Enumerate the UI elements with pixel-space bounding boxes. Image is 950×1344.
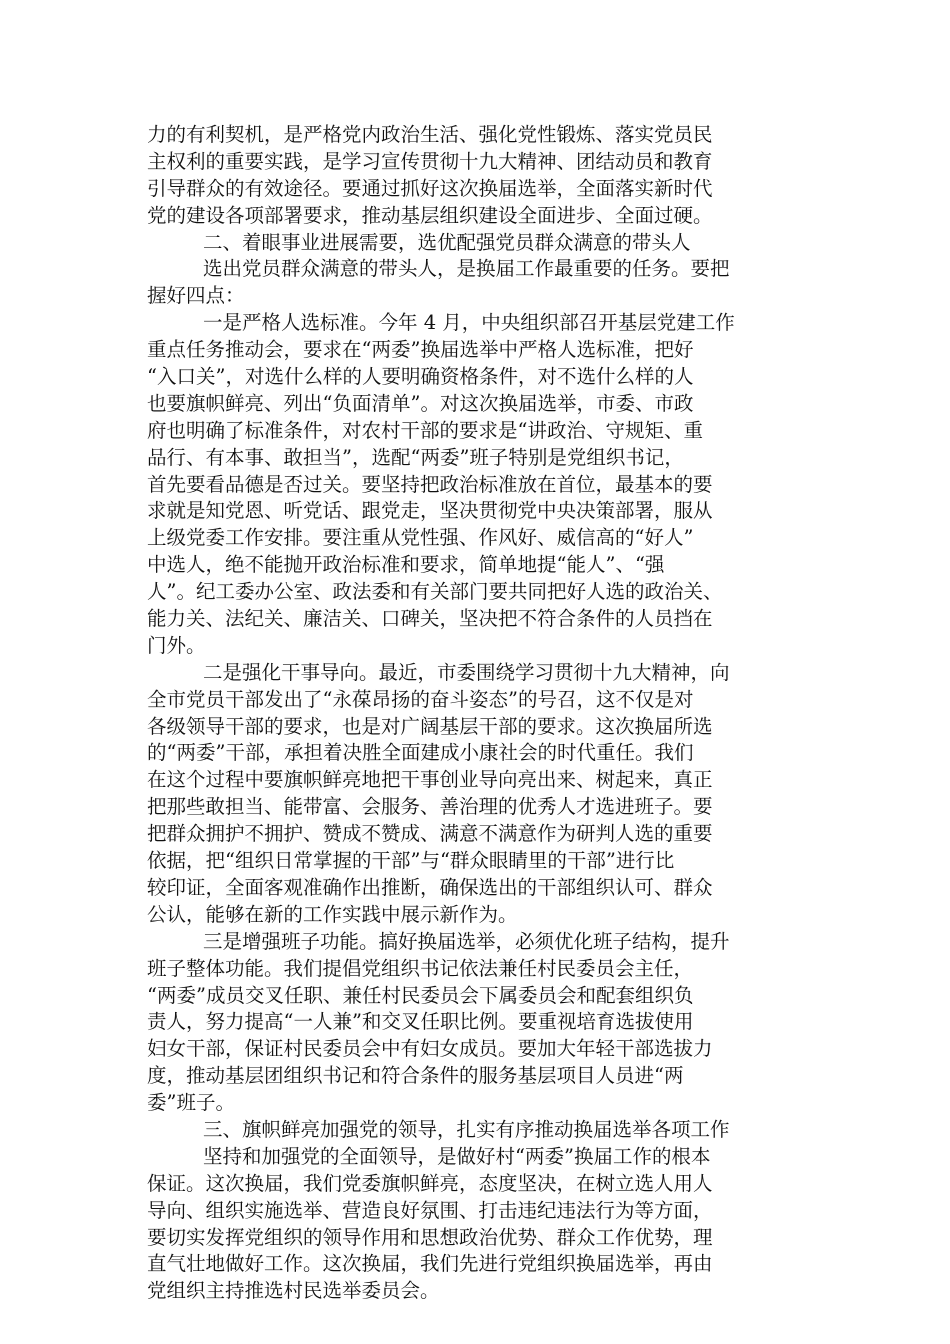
- text-line: 门外。: [147, 633, 206, 657]
- text-line: 党组织主持推选村民选举委员会。: [147, 1279, 440, 1303]
- text-line: “两委”成员交叉任职、兼任村民委员会下属委员会和配套组织负: [147, 983, 694, 1007]
- text-line: 也要旗帜鲜亮、列出“负面清单”。对这次换届选举，市委、市政: [147, 391, 694, 415]
- text-line: 保证。这次换届，我们党委旗帜鲜亮，态度坚决，在树立选人用人: [147, 1171, 713, 1195]
- text-line: 上级党委工作安排。要注重从党性强、作风好、威信高的“好人”: [147, 526, 694, 550]
- text-line: 依据，把“组织日常掌握的干部”与“群众眼睛里的干部”进行比: [147, 849, 675, 873]
- text-line: 三、旗帜鲜亮加强党的领导，扎实有序推动换届选举各项工作: [203, 1117, 730, 1141]
- text-line: 较印证，全面客观准确作出推断，确保选出的干部组织认可、群众: [147, 875, 713, 899]
- text-line: 府也明确了标准条件，对农村干部的要求是“讲政治、守规矩、重: [147, 418, 703, 442]
- text-line: 人”。纪工委办公室、政法委和有关部门要共同把好人选的政治关、: [147, 580, 723, 604]
- text-line: 二是强化干事导向。最近，市委围绕学习贯彻十九大精神，向: [203, 660, 730, 684]
- text-line: 妇女干部，保证村民委员会中有妇女成员。要加大年轻干部选拔力: [147, 1037, 713, 1061]
- text-line: 引导群众的有效途径。要通过抓好这次换届选举，全面落实新时代: [147, 176, 713, 200]
- text-line: 的“两委”干部，承担着决胜全面建成小康社会的时代重任。我们: [147, 741, 694, 765]
- text-line: 二、着眼事业进展需要，选优配强党员群众满意的带头人: [203, 230, 691, 254]
- text-line: 力的有利契机，是严格党内政治生活、强化党性锻炼、落实党员民: [147, 123, 713, 146]
- text-line: 重点任务推动会，要求在“两委”换届选举中严格人选标准，把好: [147, 338, 694, 362]
- text-line: 班子整体功能。我们提倡党组织书记依法兼任村民委员会主任，: [147, 956, 694, 980]
- text-line: 直气壮地做好工作。这次换届，我们先进行党组织换届选举，再由: [147, 1252, 713, 1276]
- text-line: 求就是知党恩、听党话、跟党走，坚决贯彻党中央决策部署，服从: [147, 499, 713, 523]
- text-line: 在这个过程中要旗帜鲜亮地把干事创业导向亮出来、树起来，真正: [147, 768, 713, 792]
- text-line: 把那些敢担当、能带富、会服务、善治理的优秀人才选进班子。要: [147, 795, 713, 819]
- text-line: 责人，努力提高“一人兼”和交叉任职比例。要重视培育选拔使用: [147, 1010, 694, 1034]
- text-line: 全市党员干部发出了“永葆昂扬的奋斗姿态”的号召，这不仅是对: [147, 687, 694, 711]
- text-line: 导向、组织实施选举、营造良好氛围、打击违纪违法行为等方面，: [147, 1198, 713, 1222]
- text-line: 要切实发挥党组织的领导作用和思想政治优势、群众工作优势，理: [147, 1225, 713, 1249]
- text-line: 中选人，绝不能抛开政治标准和要求，简单地提“能人”、“强: [147, 553, 665, 577]
- text-line: 握好四点：: [147, 284, 245, 308]
- text-line: 公认，能够在新的工作实践中展示新作为。: [147, 902, 518, 926]
- text-line: 把群众拥护不拥护、赞成不赞成、满意不满意作为研判人选的重要: [147, 822, 713, 846]
- text-line: 品行、有本事、敢担当”，选配“两委”班子特别是党组织书记，: [147, 445, 684, 469]
- document-body: [147, 122, 807, 1305]
- text-line: 坚持和加强党的全面领导，是做好村“两委”换届工作的根本: [203, 1144, 711, 1168]
- text-line: 党的建设各项部署要求，推动基层组织建设全面进步、全面过硬。: [147, 203, 713, 227]
- text-line: 三是增强班子功能。搞好换届选举，必须优化班子结构，提升: [203, 929, 730, 953]
- text-line: 各级领导干部的要求，也是对广阔基层干部的要求。这次换届所选: [147, 714, 713, 738]
- text-line: 选出党员群众满意的带头人，是换届工作最重要的任务。要把: [203, 257, 730, 281]
- text-line: “入口关”，对选什么样的人要明确资格条件，对不选什么样的人: [147, 365, 694, 389]
- text-line: 能力关、法纪关、廉洁关、口碑关，坚决把不符合条件的人员挡在: [147, 607, 713, 631]
- text-line: 度，推动基层团组织书记和符合条件的服务基层项目人员进“两: [147, 1064, 684, 1088]
- text-line: 委”班子。: [147, 1091, 235, 1115]
- text-line: 首先要看品德是否过关。要坚持把政治标准放在首位，最基本的要: [147, 472, 713, 496]
- text-line: 一是严格人选标准。今年 4 月，中央组织部召开基层党建工作: [203, 311, 735, 335]
- text-line: 主权利的重要实践，是学习宣传贯彻十九大精神、团结动员和教育: [147, 149, 713, 173]
